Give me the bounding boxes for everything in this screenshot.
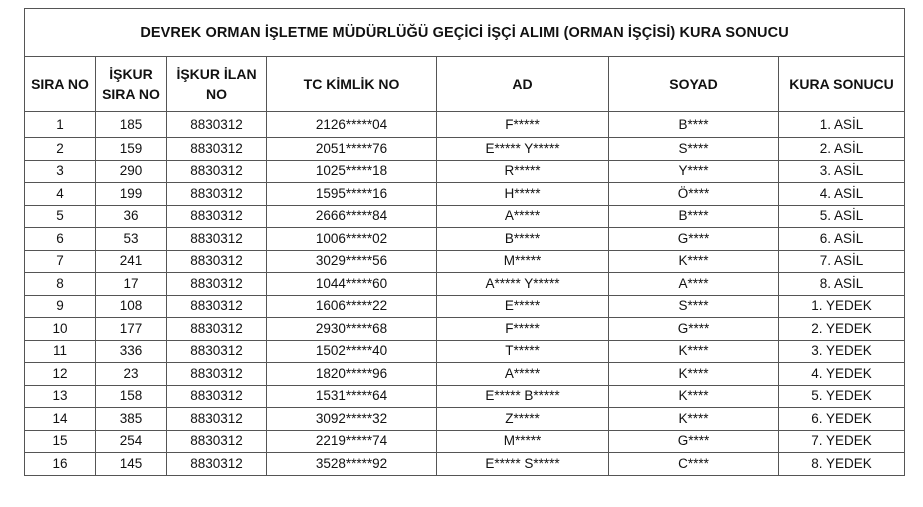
cell-sira-no: 12 bbox=[25, 363, 96, 386]
cell-kura-sonucu: 6. ASİL bbox=[779, 228, 905, 251]
header-iskur-ilan-no: İŞKUR İLAN NO bbox=[167, 57, 267, 112]
cell-iskur-ilan-no: 8830312 bbox=[167, 453, 267, 476]
cell-iskur-ilan-no: 8830312 bbox=[167, 340, 267, 363]
cell-kura-sonucu: 7. ASİL bbox=[779, 250, 905, 273]
cell-soyad: K**** bbox=[609, 385, 779, 408]
cell-tc-kimlik-no: 3092*****32 bbox=[267, 408, 437, 431]
lottery-results-table bbox=[24, 8, 905, 476]
cell-kura-sonucu: 8. YEDEK bbox=[779, 453, 905, 476]
cell-iskur-ilan-no: 8830312 bbox=[167, 112, 267, 138]
cell-soyad: B**** bbox=[609, 205, 779, 228]
cell-iskur-ilan-no: 8830312 bbox=[167, 430, 267, 453]
header-tc-kimlik-no: TC KİMLİK NO bbox=[267, 57, 437, 112]
cell-sira-no: 15 bbox=[25, 430, 96, 453]
cell-tc-kimlik-no: 1595*****16 bbox=[267, 183, 437, 206]
cell-sira-no: 3 bbox=[25, 160, 96, 183]
cell-iskur-sira-no: 336 bbox=[96, 340, 167, 363]
cell-soyad: K**** bbox=[609, 340, 779, 363]
cell-tc-kimlik-no: 1502*****40 bbox=[267, 340, 437, 363]
cell-iskur-sira-no: 145 bbox=[96, 453, 167, 476]
cell-ad: E***** B***** bbox=[437, 385, 609, 408]
cell-ad: B***** bbox=[437, 228, 609, 251]
document-title: DEVREK ORMAN İŞLETME MÜDÜRLÜĞÜ GEÇİCİ İŞÇİ ALIMI (ORMAN İŞÇİSİ) KURA SONUCU bbox=[25, 9, 905, 57]
cell-ad: T***** bbox=[437, 340, 609, 363]
cell-iskur-sira-no: 241 bbox=[96, 250, 167, 273]
cell-tc-kimlik-no: 1025*****18 bbox=[267, 160, 437, 183]
table-row bbox=[25, 112, 905, 138]
results-document bbox=[24, 8, 904, 476]
table-row bbox=[25, 273, 905, 296]
cell-iskur-ilan-no: 8830312 bbox=[167, 408, 267, 431]
cell-iskur-sira-no: 185 bbox=[96, 112, 167, 138]
cell-soyad: K**** bbox=[609, 363, 779, 386]
cell-soyad: K**** bbox=[609, 250, 779, 273]
cell-sira-no: 14 bbox=[25, 408, 96, 431]
cell-iskur-ilan-no: 8830312 bbox=[167, 228, 267, 251]
cell-tc-kimlik-no: 3029*****56 bbox=[267, 250, 437, 273]
cell-soyad: S**** bbox=[609, 138, 779, 161]
table-header-row bbox=[25, 57, 905, 112]
cell-iskur-sira-no: 23 bbox=[96, 363, 167, 386]
cell-ad: A***** Y***** bbox=[437, 273, 609, 296]
cell-tc-kimlik-no: 2930*****68 bbox=[267, 318, 437, 341]
cell-ad: M***** bbox=[437, 250, 609, 273]
cell-kura-sonucu: 7. YEDEK bbox=[779, 430, 905, 453]
cell-iskur-sira-no: 158 bbox=[96, 385, 167, 408]
cell-kura-sonucu: 1. ASİL bbox=[779, 112, 905, 138]
cell-iskur-ilan-no: 8830312 bbox=[167, 183, 267, 206]
cell-sira-no: 11 bbox=[25, 340, 96, 363]
header-ad: AD bbox=[437, 57, 609, 112]
cell-sira-no: 4 bbox=[25, 183, 96, 206]
cell-tc-kimlik-no: 1820*****96 bbox=[267, 363, 437, 386]
cell-kura-sonucu: 3. ASİL bbox=[779, 160, 905, 183]
cell-iskur-ilan-no: 8830312 bbox=[167, 160, 267, 183]
cell-kura-sonucu: 2. ASİL bbox=[779, 138, 905, 161]
cell-tc-kimlik-no: 1044*****60 bbox=[267, 273, 437, 296]
cell-iskur-ilan-no: 8830312 bbox=[167, 318, 267, 341]
cell-ad: R***** bbox=[437, 160, 609, 183]
table-row bbox=[25, 408, 905, 431]
cell-sira-no: 1 bbox=[25, 112, 96, 138]
cell-iskur-sira-no: 385 bbox=[96, 408, 167, 431]
cell-tc-kimlik-no: 3528*****92 bbox=[267, 453, 437, 476]
cell-tc-kimlik-no: 1606*****22 bbox=[267, 295, 437, 318]
cell-kura-sonucu: 2. YEDEK bbox=[779, 318, 905, 341]
cell-sira-no: 7 bbox=[25, 250, 96, 273]
cell-iskur-sira-no: 254 bbox=[96, 430, 167, 453]
cell-iskur-sira-no: 290 bbox=[96, 160, 167, 183]
cell-iskur-sira-no: 53 bbox=[96, 228, 167, 251]
cell-ad: A***** bbox=[437, 363, 609, 386]
cell-sira-no: 5 bbox=[25, 205, 96, 228]
header-kura-sonucu: KURA SONUCU bbox=[779, 57, 905, 112]
cell-iskur-ilan-no: 8830312 bbox=[167, 385, 267, 408]
cell-iskur-ilan-no: 8830312 bbox=[167, 295, 267, 318]
cell-iskur-ilan-no: 8830312 bbox=[167, 205, 267, 228]
cell-tc-kimlik-no: 2219*****74 bbox=[267, 430, 437, 453]
table-body bbox=[25, 112, 905, 476]
cell-kura-sonucu: 4. YEDEK bbox=[779, 363, 905, 386]
table-row bbox=[25, 430, 905, 453]
table-row bbox=[25, 340, 905, 363]
cell-sira-no: 2 bbox=[25, 138, 96, 161]
cell-iskur-sira-no: 199 bbox=[96, 183, 167, 206]
header-soyad: SOYAD bbox=[609, 57, 779, 112]
cell-sira-no: 10 bbox=[25, 318, 96, 341]
cell-ad: Z***** bbox=[437, 408, 609, 431]
cell-iskur-sira-no: 159 bbox=[96, 138, 167, 161]
cell-iskur-sira-no: 36 bbox=[96, 205, 167, 228]
cell-iskur-sira-no: 108 bbox=[96, 295, 167, 318]
cell-tc-kimlik-no: 1531*****64 bbox=[267, 385, 437, 408]
cell-sira-no: 8 bbox=[25, 273, 96, 296]
table-row bbox=[25, 385, 905, 408]
table-row bbox=[25, 250, 905, 273]
cell-soyad: G**** bbox=[609, 318, 779, 341]
cell-kura-sonucu: 3. YEDEK bbox=[779, 340, 905, 363]
table-row bbox=[25, 160, 905, 183]
cell-kura-sonucu: 8. ASİL bbox=[779, 273, 905, 296]
table-row bbox=[25, 453, 905, 476]
cell-iskur-ilan-no: 8830312 bbox=[167, 138, 267, 161]
cell-iskur-ilan-no: 8830312 bbox=[167, 250, 267, 273]
cell-ad: A***** bbox=[437, 205, 609, 228]
cell-tc-kimlik-no: 2051*****76 bbox=[267, 138, 437, 161]
cell-ad: H***** bbox=[437, 183, 609, 206]
cell-tc-kimlik-no: 2666*****84 bbox=[267, 205, 437, 228]
table-row bbox=[25, 138, 905, 161]
cell-kura-sonucu: 1. YEDEK bbox=[779, 295, 905, 318]
cell-kura-sonucu: 5. YEDEK bbox=[779, 385, 905, 408]
cell-tc-kimlik-no: 1006*****02 bbox=[267, 228, 437, 251]
cell-sira-no: 16 bbox=[25, 453, 96, 476]
cell-ad: F***** bbox=[437, 112, 609, 138]
cell-iskur-ilan-no: 8830312 bbox=[167, 363, 267, 386]
cell-tc-kimlik-no: 2126*****04 bbox=[267, 112, 437, 138]
cell-iskur-sira-no: 177 bbox=[96, 318, 167, 341]
cell-iskur-sira-no: 17 bbox=[96, 273, 167, 296]
cell-soyad: G**** bbox=[609, 228, 779, 251]
table-row bbox=[25, 205, 905, 228]
cell-soyad: S**** bbox=[609, 295, 779, 318]
cell-sira-no: 13 bbox=[25, 385, 96, 408]
cell-soyad: Ö**** bbox=[609, 183, 779, 206]
cell-sira-no: 9 bbox=[25, 295, 96, 318]
header-iskur-sira-no: İŞKUR SIRA NO bbox=[96, 57, 167, 112]
table-row bbox=[25, 183, 905, 206]
cell-soyad: A**** bbox=[609, 273, 779, 296]
cell-soyad: G**** bbox=[609, 430, 779, 453]
table-row bbox=[25, 295, 905, 318]
cell-ad: E***** bbox=[437, 295, 609, 318]
cell-kura-sonucu: 5. ASİL bbox=[779, 205, 905, 228]
table-row bbox=[25, 318, 905, 341]
cell-kura-sonucu: 6. YEDEK bbox=[779, 408, 905, 431]
header-sira-no: SIRA NO bbox=[25, 57, 96, 112]
cell-sira-no: 6 bbox=[25, 228, 96, 251]
cell-soyad: Y**** bbox=[609, 160, 779, 183]
cell-ad: F***** bbox=[437, 318, 609, 341]
cell-soyad: K**** bbox=[609, 408, 779, 431]
cell-soyad: C**** bbox=[609, 453, 779, 476]
cell-ad: M***** bbox=[437, 430, 609, 453]
cell-ad: E***** S***** bbox=[437, 453, 609, 476]
cell-iskur-ilan-no: 8830312 bbox=[167, 273, 267, 296]
table-row bbox=[25, 228, 905, 251]
table-row bbox=[25, 363, 905, 386]
cell-ad: E***** Y***** bbox=[437, 138, 609, 161]
cell-kura-sonucu: 4. ASİL bbox=[779, 183, 905, 206]
cell-soyad: B**** bbox=[609, 112, 779, 138]
